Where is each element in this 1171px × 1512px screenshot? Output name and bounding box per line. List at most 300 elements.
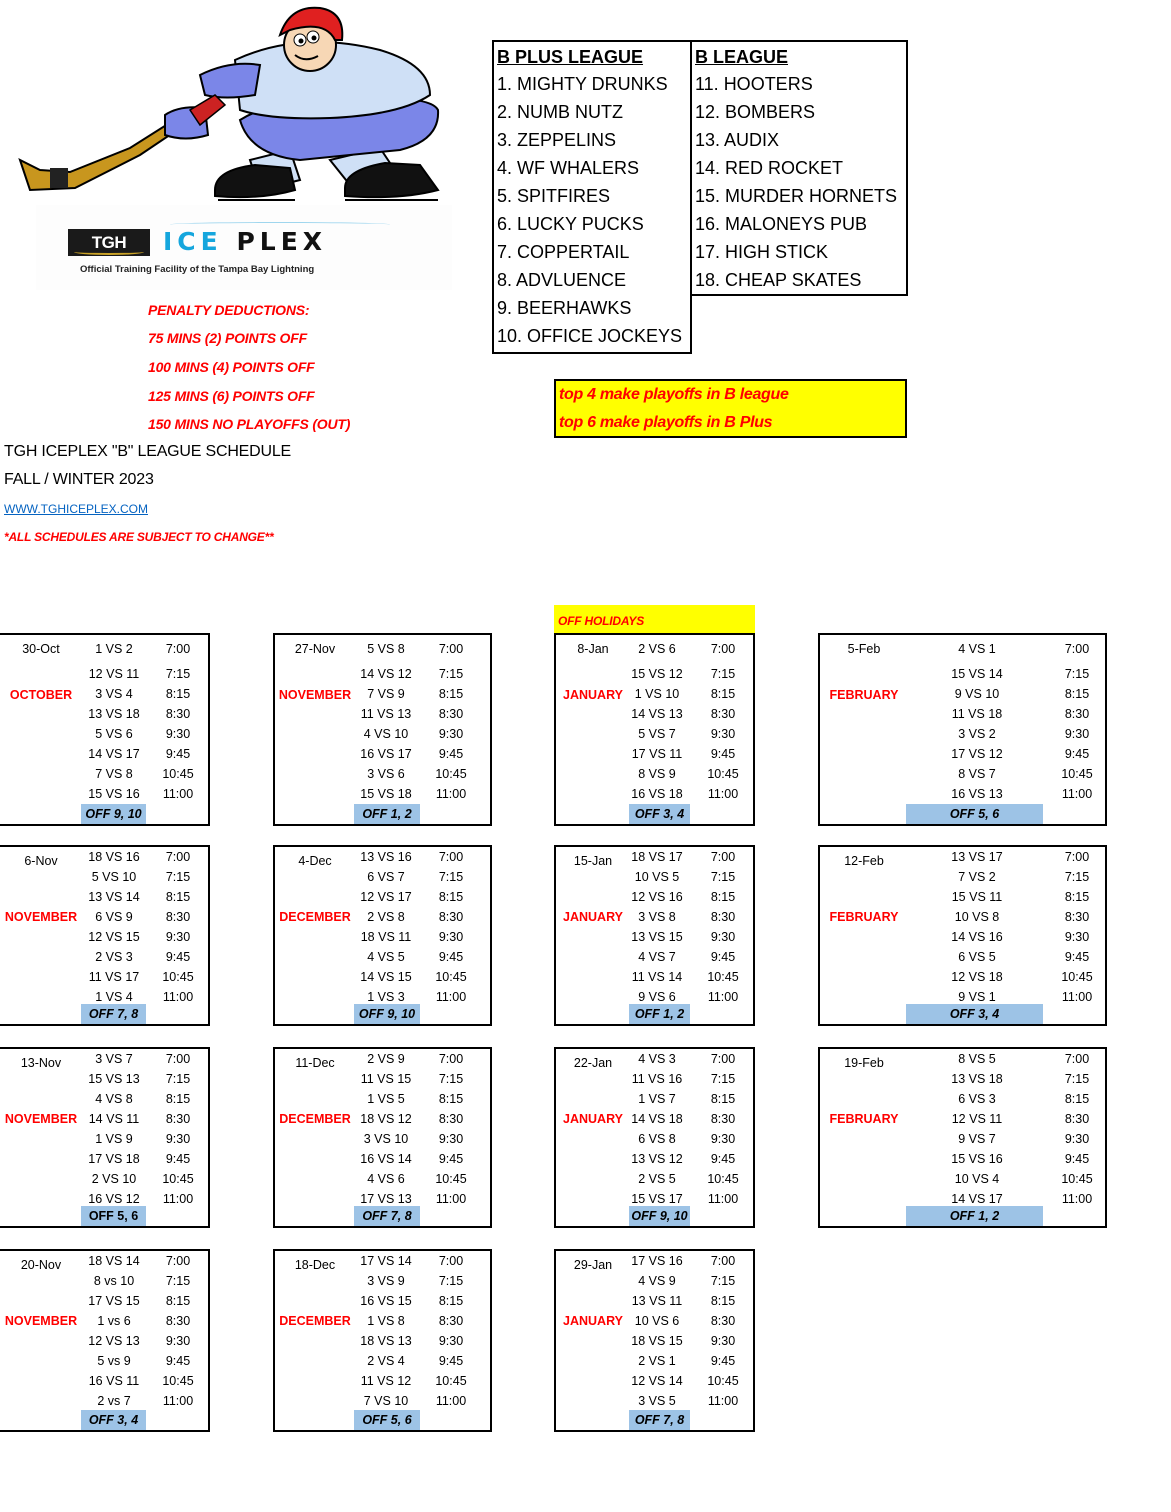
game-row (275, 890, 490, 910)
game-row (556, 1254, 753, 1274)
matchup: 15 VS 14 (951, 667, 1003, 681)
game-row (556, 1294, 753, 1314)
schedule-block (554, 845, 755, 1026)
game-time: 11:00 (707, 1192, 739, 1206)
matchup: 5 VS 6 (95, 727, 133, 741)
game-time: 8:15 (438, 687, 464, 701)
matchup: 3 VS 9 (367, 1274, 405, 1288)
game-time: 8:15 (438, 1294, 464, 1308)
matchup: 12 VS 13 (88, 1334, 140, 1348)
matchup: 1 VS 2 (95, 642, 133, 656)
matchup: 6 VS 5 (958, 950, 996, 964)
matchup: 4 VS 1 (958, 642, 996, 656)
game-time: 9:30 (710, 1334, 736, 1348)
game-time: 8:30 (710, 1112, 736, 1126)
game-time: 8:15 (438, 1092, 464, 1106)
matchup: 10 VS 6 (634, 1314, 680, 1328)
game-time: 7:00 (165, 642, 191, 656)
game-row (556, 1354, 753, 1374)
matchup: 6 VS 3 (958, 1092, 996, 1106)
matchup: 2 vs 7 (97, 1394, 131, 1408)
playoffs-line-bplus: top 6 make playoffs in B Plus (559, 414, 773, 431)
off-teams-badge: OFF 1, 2 (354, 804, 420, 824)
matchup: 8 vs 10 (93, 1274, 135, 1288)
game-row (820, 890, 1105, 910)
game-row (275, 1294, 490, 1314)
game-row (275, 1112, 490, 1132)
schedule-block (273, 1047, 492, 1228)
game-time: 7:15 (438, 870, 464, 884)
game-row (0, 1072, 208, 1092)
game-row (275, 642, 490, 662)
game-row (0, 1294, 208, 1314)
matchup: 3 VS 7 (95, 1052, 133, 1066)
game-time: 9:45 (165, 1152, 191, 1166)
matchup: 2 VS 3 (95, 950, 133, 964)
matchup: 14 VS 12 (360, 667, 412, 681)
game-time: 11:00 (435, 990, 467, 1004)
game-date: 27-Nov (294, 642, 336, 656)
team-item: 14. RED ROCKET (695, 158, 844, 178)
matchup: 11 VS 13 (360, 707, 412, 721)
logo-tagline: Official Training Facility of the Tampa Bay Lightning (80, 264, 315, 275)
team-item: 3. ZEPPELINS (497, 130, 617, 150)
game-time: 9:30 (165, 727, 191, 741)
matchup: 4 VS 6 (367, 1172, 405, 1186)
game-time: 7:15 (710, 870, 736, 884)
matchup: 10 VS 5 (634, 870, 680, 884)
game-row (0, 970, 208, 990)
game-time: 9:30 (1064, 1132, 1090, 1146)
game-row (0, 1274, 208, 1294)
game-time: 11:00 (162, 990, 194, 1004)
game-time: 10:45 (1061, 767, 1093, 781)
month-label: NOVEMBER (4, 1314, 78, 1328)
month-label: JANUARY (563, 1314, 623, 1328)
matchup: 18 VS 11 (360, 930, 412, 944)
game-time: 9:45 (438, 950, 464, 964)
game-time: 9:45 (710, 747, 736, 761)
matchup: 17 VS 15 (88, 1294, 140, 1308)
matchup: 18 VS 14 (88, 1254, 140, 1268)
game-time: 8:30 (438, 1112, 464, 1126)
game-row (556, 767, 753, 787)
game-time: 8:15 (1064, 1092, 1090, 1106)
game-time: 11:00 (1061, 1192, 1093, 1206)
game-time: 8:30 (165, 1112, 191, 1126)
matchup: 1 VS 8 (367, 1314, 405, 1328)
off-teams-badge: OFF 7, 8 (354, 1206, 420, 1226)
game-time: 7:15 (165, 667, 191, 681)
matchup: 15 VS 16 (951, 1152, 1003, 1166)
matchup: 3 VS 8 (638, 910, 676, 924)
schedule-disclaimer: *ALL SCHEDULES ARE SUBJECT TO CHANGE** (4, 530, 274, 544)
team-item: 15. MURDER HORNETS (695, 186, 898, 206)
game-row (0, 667, 208, 687)
game-row (820, 727, 1105, 747)
game-time: 7:15 (1064, 667, 1090, 681)
game-date: 13-Nov (20, 1056, 62, 1070)
game-row (0, 1152, 208, 1172)
matchup: 17 VS 11 (631, 747, 683, 761)
game-time: 10:45 (162, 970, 194, 984)
off-teams-badge: OFF 5, 6 (354, 1410, 420, 1430)
game-time: 7:00 (710, 850, 736, 864)
matchup: 1 VS 9 (95, 1132, 133, 1146)
schedule-block (0, 845, 210, 1026)
game-row (556, 1112, 753, 1132)
game-time: 8:30 (1064, 707, 1090, 721)
game-row (275, 767, 490, 787)
game-row (820, 910, 1105, 930)
game-row (556, 910, 753, 930)
game-time: 8:15 (1064, 890, 1090, 904)
game-time: 9:30 (1064, 727, 1090, 741)
game-row (275, 970, 490, 990)
matchup: 18 VS 12 (360, 1112, 412, 1126)
game-time: 8:15 (710, 687, 736, 701)
team-item: 8. ADVLUENCE (497, 270, 627, 290)
game-row (0, 1112, 208, 1132)
game-row (0, 767, 208, 787)
matchup: 14 VS 17 (951, 1192, 1003, 1206)
schedule-block (0, 633, 210, 826)
game-time: 10:45 (707, 1172, 739, 1186)
matchup: 15 VS 17 (631, 1192, 683, 1206)
game-row (275, 910, 490, 930)
game-row (556, 1072, 753, 1092)
game-time: 8:30 (710, 1314, 736, 1328)
game-time: 8:30 (165, 1314, 191, 1328)
team-item: 9. BEERHAWKS (497, 298, 632, 318)
game-row (556, 747, 753, 767)
game-row (820, 1052, 1105, 1072)
team-item: 6. LUCKY PUCKS (497, 214, 644, 234)
game-time: 10:45 (707, 767, 739, 781)
game-row (275, 870, 490, 890)
game-row (556, 727, 753, 747)
game-row (0, 642, 208, 662)
game-row (820, 950, 1105, 970)
game-row (556, 1172, 753, 1192)
game-row (0, 1172, 208, 1192)
game-time: 10:45 (435, 1172, 467, 1186)
game-time: 8:15 (165, 687, 191, 701)
matchup: 13 VS 17 (951, 850, 1003, 864)
game-row (556, 1274, 753, 1294)
game-time: 8:30 (438, 910, 464, 924)
matchup: 16 VS 17 (360, 747, 412, 761)
game-date: 19-Feb (844, 1056, 884, 1070)
game-time: 11:00 (162, 1394, 194, 1408)
game-time: 7:00 (438, 1254, 464, 1268)
game-time: 7:00 (438, 642, 464, 656)
matchup: 13 VS 12 (631, 1152, 683, 1166)
matchup: 17 VS 18 (88, 1152, 140, 1166)
matchup: 16 VS 11 (88, 1374, 140, 1388)
schedule-block (0, 1249, 210, 1432)
matchup: 2 VS 4 (367, 1354, 405, 1368)
game-row (275, 930, 490, 950)
game-time: 11:00 (707, 1394, 739, 1408)
matchup: 6 VS 7 (367, 870, 405, 884)
matchup: 3 VS 6 (367, 767, 405, 781)
game-row (0, 1052, 208, 1072)
game-time: 7:00 (438, 1052, 464, 1066)
off-teams-badge: OFF 5, 6 (906, 804, 1043, 824)
game-row (0, 1254, 208, 1274)
game-date: 20-Nov (20, 1258, 62, 1272)
month-label: DECEMBER (279, 1314, 351, 1328)
game-time: 7:15 (438, 667, 464, 681)
game-time: 9:45 (1064, 747, 1090, 761)
matchup: 6 VS 8 (638, 1132, 676, 1146)
matchup: 12 VS 14 (631, 1374, 683, 1388)
game-time: 9:45 (438, 1152, 464, 1166)
off-teams-badge: OFF 5, 6 (81, 1206, 146, 1226)
penalty-line: 100 MINS (4) POINTS OFF (148, 359, 315, 375)
matchup: 16 VS 15 (360, 1294, 412, 1308)
matchup: 4 VS 9 (638, 1274, 676, 1288)
off-teams-badge: OFF 7, 8 (629, 1410, 690, 1430)
game-row (275, 1052, 490, 1072)
b-plus-league-title: B PLUS LEAGUE (497, 47, 644, 67)
month-label: FEBRUARY (829, 910, 899, 924)
game-row (556, 667, 753, 687)
matchup: 17 VS 14 (360, 1254, 412, 1268)
game-time: 7:00 (710, 1052, 736, 1066)
off-holidays-label: OFF HOLIDAYS (558, 614, 645, 628)
month-label: DECEMBER (279, 1112, 351, 1126)
game-time: 10:45 (435, 970, 467, 984)
matchup: 17 VS 13 (360, 1192, 412, 1206)
game-time: 11:00 (435, 1192, 467, 1206)
game-time: 9:30 (165, 930, 191, 944)
game-row (0, 1132, 208, 1152)
game-row (556, 1334, 753, 1354)
matchup: 14 VS 11 (88, 1112, 140, 1126)
game-row (0, 1334, 208, 1354)
matchup: 18 VS 15 (631, 1334, 683, 1348)
game-row (275, 1334, 490, 1354)
game-row (275, 950, 490, 970)
game-date: 12-Feb (844, 854, 884, 868)
matchup: 18 VS 13 (360, 1334, 412, 1348)
matchup: 14 VS 18 (631, 1112, 683, 1126)
game-row (275, 1374, 490, 1394)
game-row (556, 1132, 753, 1152)
game-time: 8:15 (165, 1092, 191, 1106)
matchup: 7 VS 2 (958, 870, 996, 884)
team-item: 4. WF WHALERS (497, 158, 640, 178)
matchup: 6 VS 9 (95, 910, 133, 924)
matchup: 13 VS 18 (951, 1072, 1003, 1086)
team-item: 12. BOMBERS (695, 102, 816, 122)
game-row (275, 1254, 490, 1274)
game-time: 7:15 (710, 1072, 736, 1086)
game-time: 10:45 (707, 1374, 739, 1388)
off-teams-badge: OFF 9, 10 (354, 1004, 420, 1024)
game-time: 9:45 (710, 950, 736, 964)
game-time: 10:45 (162, 1374, 194, 1388)
game-time: 7:00 (710, 1254, 736, 1268)
tgh-iceplex-logo (0, 0, 480, 300)
game-row (0, 870, 208, 890)
penalty-title: PENALTY DEDUCTIONS: (148, 302, 310, 318)
game-row (275, 1152, 490, 1172)
game-time: 9:30 (438, 1132, 464, 1146)
matchup: 18 VS 16 (88, 850, 140, 864)
matchup: 3 VS 10 (363, 1132, 409, 1146)
game-time: 9:45 (710, 1354, 736, 1368)
matchup: 1 VS 10 (634, 687, 680, 701)
matchup: 12 VS 16 (631, 890, 683, 904)
game-date: 30-Oct (22, 642, 60, 656)
matchup: 17 VS 12 (951, 747, 1003, 761)
game-time: 9:30 (710, 1132, 736, 1146)
matchup: 14 VS 16 (951, 930, 1003, 944)
matchup: 2 VS 1 (638, 1354, 676, 1368)
matchup: 5 VS 10 (91, 870, 137, 884)
game-time: 9:30 (710, 930, 736, 944)
game-time: 10:45 (435, 767, 467, 781)
month-label: NOVEMBER (4, 1112, 78, 1126)
game-time: 9:45 (710, 1152, 736, 1166)
iceplex-wordmark: ICE PLEX (163, 227, 328, 256)
game-time: 9:45 (438, 747, 464, 761)
matchup: 15 VS 16 (88, 787, 140, 801)
matchup: 1 VS 3 (367, 990, 405, 1004)
game-row (556, 930, 753, 950)
game-row (556, 850, 753, 870)
matchup: 16 VS 18 (631, 787, 683, 801)
game-time: 11:00 (1061, 787, 1093, 801)
schedule-block (273, 1249, 492, 1432)
schedule-block (554, 633, 755, 826)
team-item: 18. CHEAP SKATES (695, 270, 862, 290)
penalty-line: 150 MINS NO PLAYOFFS (OUT) (148, 416, 351, 432)
game-time: 7:15 (165, 1274, 191, 1288)
game-row (820, 687, 1105, 707)
matchup: 3 VS 4 (95, 687, 133, 701)
game-time: 8:30 (165, 707, 191, 721)
game-row (820, 642, 1105, 662)
game-row (820, 1152, 1105, 1172)
off-teams-badge: OFF 3, 4 (629, 804, 690, 824)
game-row (556, 1152, 753, 1172)
schedule-block (554, 1047, 755, 1228)
game-row (275, 1314, 490, 1334)
game-time: 8:30 (1064, 910, 1090, 924)
matchup: 4 VS 7 (638, 950, 676, 964)
matchup: 13 VS 14 (88, 890, 140, 904)
matchup: 17 VS 16 (631, 1254, 683, 1268)
matchup: 3 VS 2 (958, 727, 996, 741)
game-date: 6-Nov (24, 854, 58, 868)
game-time: 7:00 (438, 850, 464, 864)
game-time: 11:00 (435, 787, 467, 801)
matchup: 14 VS 17 (88, 747, 140, 761)
matchup: 8 VS 7 (958, 767, 996, 781)
tgh-logo-box: TGH (68, 229, 150, 256)
game-row (0, 890, 208, 910)
month-label: FEBRUARY (829, 688, 899, 702)
game-time: 8:15 (1064, 687, 1090, 701)
month-label: FEBRUARY (829, 1112, 899, 1126)
b-plus-league-list (492, 40, 692, 354)
game-time: 11:00 (162, 787, 194, 801)
off-teams-badge: OFF 7, 8 (81, 1004, 146, 1024)
game-time: 9:30 (1064, 930, 1090, 944)
month-label: NOVEMBER (4, 910, 78, 924)
team-item: 16. MALONEYS PUB (695, 214, 868, 234)
matchup: 2 VS 10 (91, 1172, 137, 1186)
game-time: 8:15 (165, 1294, 191, 1308)
game-time: 11:00 (435, 1394, 467, 1408)
game-time: 11:00 (1061, 990, 1093, 1004)
game-row (556, 950, 753, 970)
matchup: 12 VS 17 (360, 890, 412, 904)
matchup: 9 VS 7 (958, 1132, 996, 1146)
matchup: 11 VS 15 (360, 1072, 412, 1086)
game-row (0, 950, 208, 970)
off-teams-badge: OFF 3, 4 (906, 1004, 1043, 1024)
game-row (0, 1374, 208, 1394)
website-link[interactable]: WWW.TGHICEPLEX.COM (4, 502, 148, 516)
game-date: 8-Jan (577, 642, 609, 656)
game-date: 5-Feb (847, 642, 881, 656)
game-row (275, 1274, 490, 1294)
game-time: 7:00 (165, 850, 191, 864)
team-item: 7. COPPERTAIL (497, 242, 630, 262)
game-time: 10:45 (1061, 970, 1093, 984)
game-row (820, 850, 1105, 870)
game-row (556, 870, 753, 890)
matchup: 10 VS 8 (954, 910, 1000, 924)
matchup: 5 vs 9 (97, 1354, 131, 1368)
month-label: NOVEMBER (278, 688, 352, 702)
game-time: 10:45 (707, 970, 739, 984)
game-time: 8:30 (438, 707, 464, 721)
game-time: 7:00 (165, 1052, 191, 1066)
month-label: JANUARY (563, 688, 623, 702)
game-time: 8:30 (710, 707, 736, 721)
matchup: 13 VS 15 (631, 930, 683, 944)
game-row (275, 1072, 490, 1092)
game-row (820, 1172, 1105, 1192)
game-time: 8:15 (438, 890, 464, 904)
game-time: 7:00 (710, 642, 736, 656)
game-time: 7:15 (1064, 870, 1090, 884)
schedule-block (818, 1047, 1107, 1228)
matchup: 5 VS 7 (638, 727, 676, 741)
off-holidays-note (554, 605, 755, 633)
matchup: 11 VS 14 (631, 970, 683, 984)
game-time: 8:15 (710, 1294, 736, 1308)
matchup: 11 VS 18 (951, 707, 1003, 721)
schedule-block (554, 1249, 755, 1432)
game-time: 10:45 (162, 1172, 194, 1186)
game-row (275, 727, 490, 747)
game-time: 7:15 (438, 1274, 464, 1288)
game-row (275, 747, 490, 767)
game-row (275, 1092, 490, 1112)
game-time: 10:45 (1061, 1172, 1093, 1186)
matchup: 7 VS 9 (367, 687, 405, 701)
matchup: 1 VS 4 (95, 990, 133, 1004)
game-row (556, 642, 753, 662)
schedule-block (273, 845, 492, 1026)
